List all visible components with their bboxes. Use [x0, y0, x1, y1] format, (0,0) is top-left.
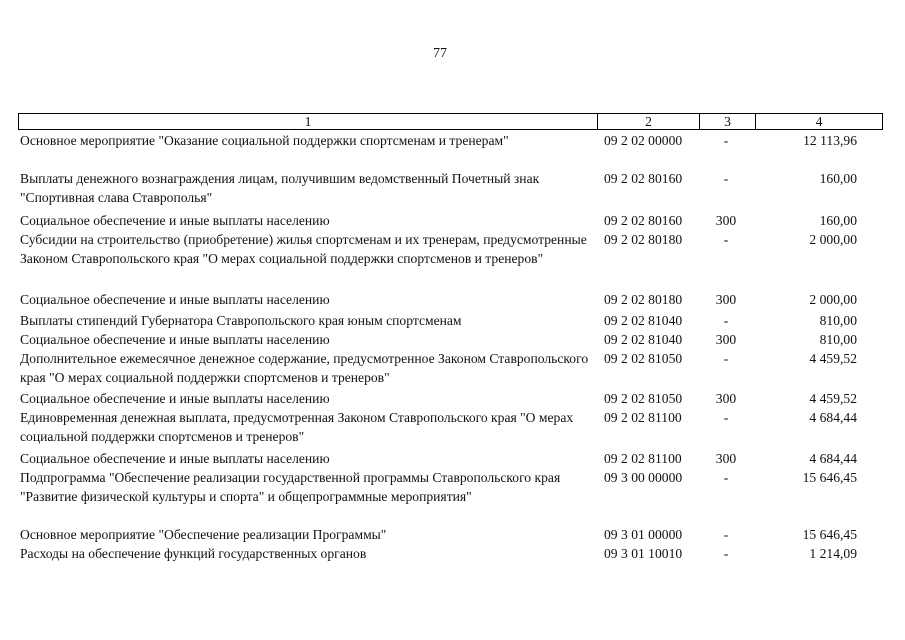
row-expense-type: 300 [715, 332, 737, 347]
row-name: Расходы на обеспечение функций государственных органов [20, 546, 367, 561]
row-amount: 15 646,45 [802, 470, 857, 485]
row-name: Социальное обеспечение и иные выплаты населению [20, 391, 330, 406]
row-name: Субсидии на строительство (приобретение) жилья спортсменам и их тренерам, предусмотренные Законом Ставропольского края "О мерах социальной поддержки спортсменов и тренеров" [20, 232, 587, 266]
row-name: Основное мероприятие "Обеспечение реализации Программы" [20, 527, 387, 542]
row-code: 09 2 02 80180 [604, 232, 683, 247]
row-expense-type: 300 [715, 391, 737, 406]
row-expense-type: - [723, 410, 729, 425]
row-expense-type: - [723, 546, 729, 561]
row-expense-type: - [723, 313, 729, 328]
row-amount: 15 646,45 [802, 527, 857, 542]
row-code: 09 2 02 81040 [604, 313, 683, 328]
row-name: Основное мероприятие "Оказание социальной поддержки спортсменам и тренерам" [20, 133, 509, 148]
row-amount: 12 113,96 [803, 133, 857, 148]
row-amount: 2 000,00 [809, 292, 857, 307]
row-expense-type: - [723, 351, 729, 366]
row-code: 09 2 02 80180 [604, 292, 683, 307]
row-amount: 2 000,00 [809, 232, 857, 247]
row-code: 09 3 00 00000 [604, 470, 683, 485]
row-amount: 160,00 [819, 213, 857, 228]
row-amount: 160,00 [819, 171, 857, 186]
row-expense-type: 300 [715, 292, 737, 307]
row-code: 09 2 02 81050 [604, 351, 683, 366]
row-code: 09 2 02 81040 [604, 332, 683, 347]
row-code: 09 3 01 00000 [604, 527, 683, 542]
row-name: Социальное обеспечение и иные выплаты населению [20, 213, 330, 228]
row-amount: 4 684,44 [809, 410, 857, 425]
row-name: Социальное обеспечение и иные выплаты населению [20, 332, 330, 347]
row-code: 09 2 02 80160 [604, 171, 683, 186]
row-code: 09 2 02 81100 [604, 451, 682, 466]
row-amount: 4 459,52 [809, 391, 857, 406]
row-name: Единовременная денежная выплата, предусмотренная Законом Ставропольского края "О мерах социальной поддержки спортсменов и тренеров" [20, 410, 574, 444]
row-expense-type: - [723, 133, 729, 148]
page-number: 77 [433, 46, 447, 61]
row-code: 09 2 02 81100 [604, 410, 682, 425]
row-code: 09 2 02 00000 [604, 133, 683, 148]
row-amount: 4 459,52 [809, 351, 857, 366]
row-expense-type: - [723, 171, 729, 186]
column-header-2: 2 [598, 114, 700, 130]
row-name: Дополнительное ежемесячное денежное содержание, предусмотренное Законом Ставропольского края "О мерах социальной поддержки спортсменов и тренеров" [20, 351, 589, 385]
row-amount: 810,00 [819, 332, 857, 347]
row-name: Выплаты денежного вознаграждения лицам, получившим ведомственный Почетный знак "Спортивная слава Ставрополья" [20, 171, 540, 205]
row-amount: 810,00 [819, 313, 857, 328]
row-amount: 4 684,44 [809, 451, 857, 466]
row-name: Выплаты стипендий Губернатора Ставропольского края юным спортсменам [20, 313, 462, 328]
row-name: Подпрограмма "Обеспечение реализации государственной программы Ставропольского края "Развитие физической культуры и спорта" и общепрограммные мероприятия" [20, 470, 561, 504]
column-header-4: 4 [756, 114, 883, 130]
row-expense-type: - [723, 232, 729, 247]
column-header-3: 3 [700, 114, 756, 130]
row-expense-type: 300 [715, 451, 737, 466]
column-header-row [19, 114, 883, 130]
row-amount: 1 214,09 [809, 546, 857, 561]
row-code: 09 2 02 80160 [604, 213, 683, 228]
row-expense-type: 300 [715, 213, 737, 228]
row-expense-type: - [723, 527, 729, 542]
row-name: Социальное обеспечение и иные выплаты населению [20, 451, 330, 466]
column-header-1: 1 [19, 114, 598, 130]
row-expense-type: - [723, 470, 729, 485]
row-name: Социальное обеспечение и иные выплаты населению [20, 292, 330, 307]
row-code: 09 3 01 10010 [604, 546, 683, 561]
column-header-table [18, 113, 883, 130]
row-code: 09 2 02 81050 [604, 391, 683, 406]
